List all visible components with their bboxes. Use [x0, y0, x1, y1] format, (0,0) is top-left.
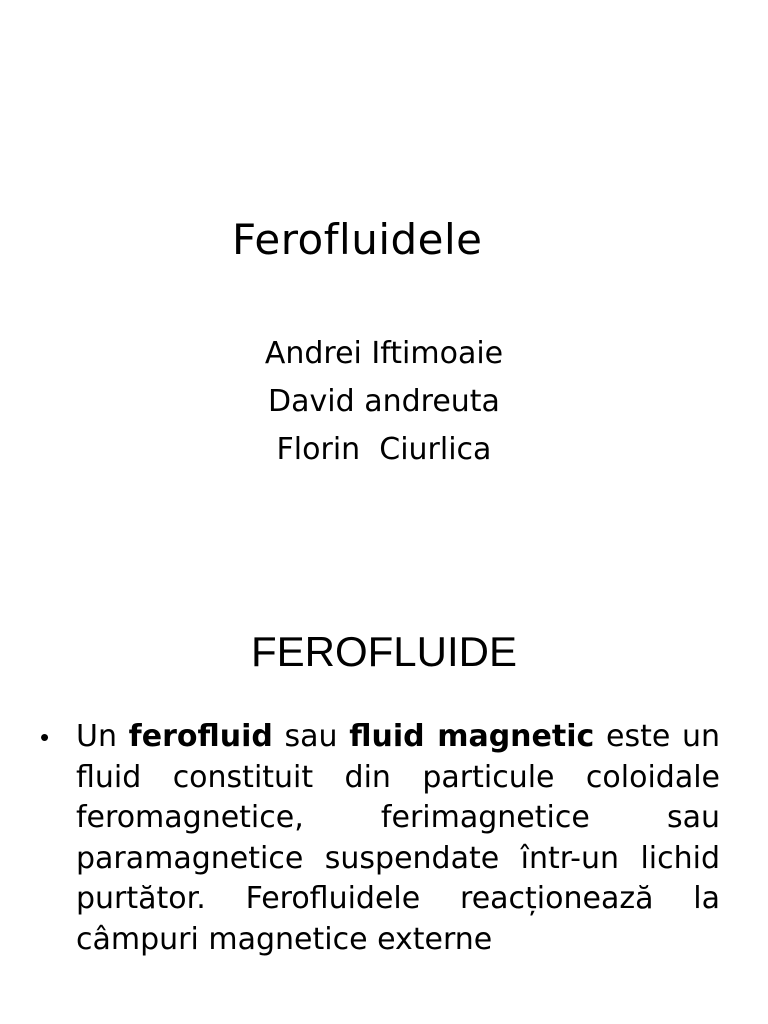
- bullet-text-plain: sau: [272, 719, 350, 754]
- bullet-text-plain: Un: [76, 719, 129, 754]
- term-ferofluid: ferofluid: [128, 719, 273, 754]
- bullet-text-definition: este un fluid constituit din particule coloidale feromagnetice, ferimagnetice sau paramagnetice suspendate într-un lichid purtător. Ferofluidele reacționează la câmpuri magnetice externe: [76, 719, 721, 957]
- bullet-marker: •: [40, 722, 50, 752]
- bullet-list: [40, 717, 720, 960]
- author-name: Florin Ciurlica: [276, 432, 492, 467]
- author-list: [0, 330, 768, 474]
- slide-content: [0, 512, 768, 1024]
- term-fluid-magnetic: fluid magnetic: [349, 719, 595, 754]
- presentation-title: Ferofluidele: [232, 215, 483, 264]
- author-name: Andrei Iftimoaie: [264, 336, 504, 371]
- author-name: David andreuta: [268, 384, 500, 419]
- slide-heading: FEROFLUIDE: [250, 628, 518, 675]
- bullet-item: [40, 717, 720, 960]
